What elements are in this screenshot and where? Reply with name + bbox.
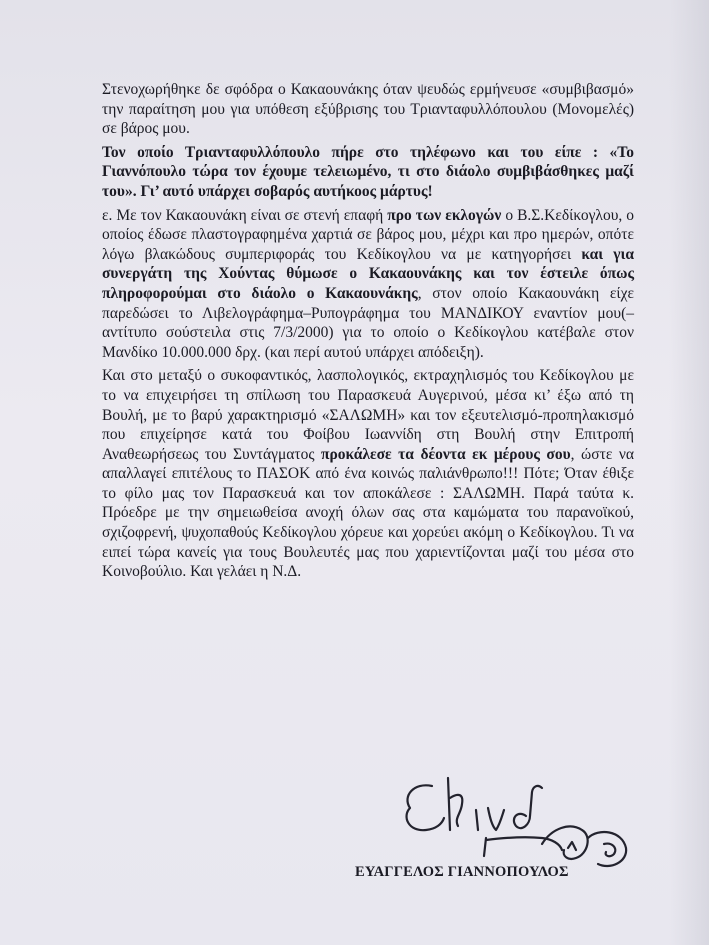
- paragraph-4: [102, 366, 634, 582]
- page-edge-shadow: [669, 0, 709, 945]
- signatory-name: ΕΥΑΓΓΕΛΟΣ ΓΙΑΝΝΟΠΟΥΛΟΣ: [355, 864, 569, 880]
- paragraph-4-span-3: , ώστε να απαλλαγεί επιτέλους το ΠΑΣΟΚ από ένα κοινώς παλιάνθρωπο!!! Πότε; Όταν έθιξε το φίλο μας τον Παρασκευά και τον αποκάλεσε : ΣΑΛΩΜΗ. Παρά ταύτα κ. Πρόεδρε με την σημειωθείσα ανοχή όλων σας στα καμώματα του παρανοϊκού, σχιζοφρενή, ψυχοπαθούς Κεδίκογλου χόρευε και χορεύει ακόμη ο Κεδίκογλου. Τι να ειπεί τώρα κανείς για τους Βουλευτές μας που χαριεντίζονται μαζί του μέσα στο Κοινοβούλιο. Και γελάει η Ν.Δ.: [102, 445, 634, 581]
- paragraph-1: [102, 80, 634, 139]
- paragraph-3-span-4: και για συνεργάτη της Χούντας θύμωσε ο Κακαουνάκης και τον έστειλε όπως πληροφορούμαι στο διάολο ο Κακαουνάκης: [102, 245, 634, 302]
- handwritten-signature: [392, 758, 652, 878]
- paragraph-1-text: Στενοχωρήθηκε δε σφόδρα ο Κακαουνάκης όταν ψευδώς ερμήνευσε «συμβιβασμό» την παραίτηση μου για υπόθεση εξύβρισης του Τριανταφυλλόπουλου (Μονομελές) σε βάρος μου.: [102, 81, 634, 138]
- paragraph-4-span-1: Και στο μεταξύ ο συκοφαντικός, λασπολογικός, εκτραχηλισμός του Κεδίκογλου με το να επιχειρήσει τη σπίλωση του Παρασκευά Αυγερινού, μέσα κι’ έξω από τη Βουλή, με το βαρύ χαρακτηρισμό «ΣΑΛΩΜΗ» και τον εξευτελισμό-προπηλακισμό που επιχείρησε κατά του Φοίβου Ιωαννίδη στη Βουλή στην Επιτροπή Αναθεωρήσεως του Συντάγματος: [102, 367, 634, 463]
- paragraph-2: [102, 143, 634, 202]
- paragraph-3-span-5: , στον οποίο Κακαουνάκη είχε παρεδώσει το Λιβελογράφημα–Ρυπογράφημα του ΜΑΝΔΙΚΟΥ εναντίον μου(–αντίτυπο σούστειλα στις 7/3/2000) για το οποίο ο Κεδίκογλου κατέβαλε στον Μανδίκο 10.000.000 δρχ. (και περί αυτού υπάρχει απόδειξη).: [102, 284, 634, 361]
- paragraph-3-span-1: ε. Με τον Κακαουνάκη είναι σε στενή επαφή: [102, 206, 388, 224]
- letter-body: [102, 80, 634, 586]
- paragraph-3-span-3: ο Β.Σ.Κεδίκογλου, ο οποίος έδωσε πλαστογραφημένα χαρτιά σε βάρος μου, μέχρι και προ ημερών, οπότε λόγω βλακώδους συμπεριφοράς του Κεδίκογλου να με κατηγορήσει: [102, 206, 634, 263]
- paragraph-2-bold-text: Τον οποίο Τριανταφυλλόπουλο πήρε στο τηλέφωνο και του είπε : «Το Γιαννόπουλο τώρα τον έχουμε τελειωμένο, τι στο διάολο συμβιβάσθηκες μαζί του». Γι’ αυτό υπάρχει σοβαρός αυτήκοος μάρτυς!: [102, 143, 634, 200]
- paragraph-4-span-2: προκάλεσε τα δέοντα εκ μέρους σου: [321, 445, 571, 463]
- paragraph-3: [102, 206, 634, 363]
- paragraph-3-span-2: προ των εκλογών: [387, 206, 502, 224]
